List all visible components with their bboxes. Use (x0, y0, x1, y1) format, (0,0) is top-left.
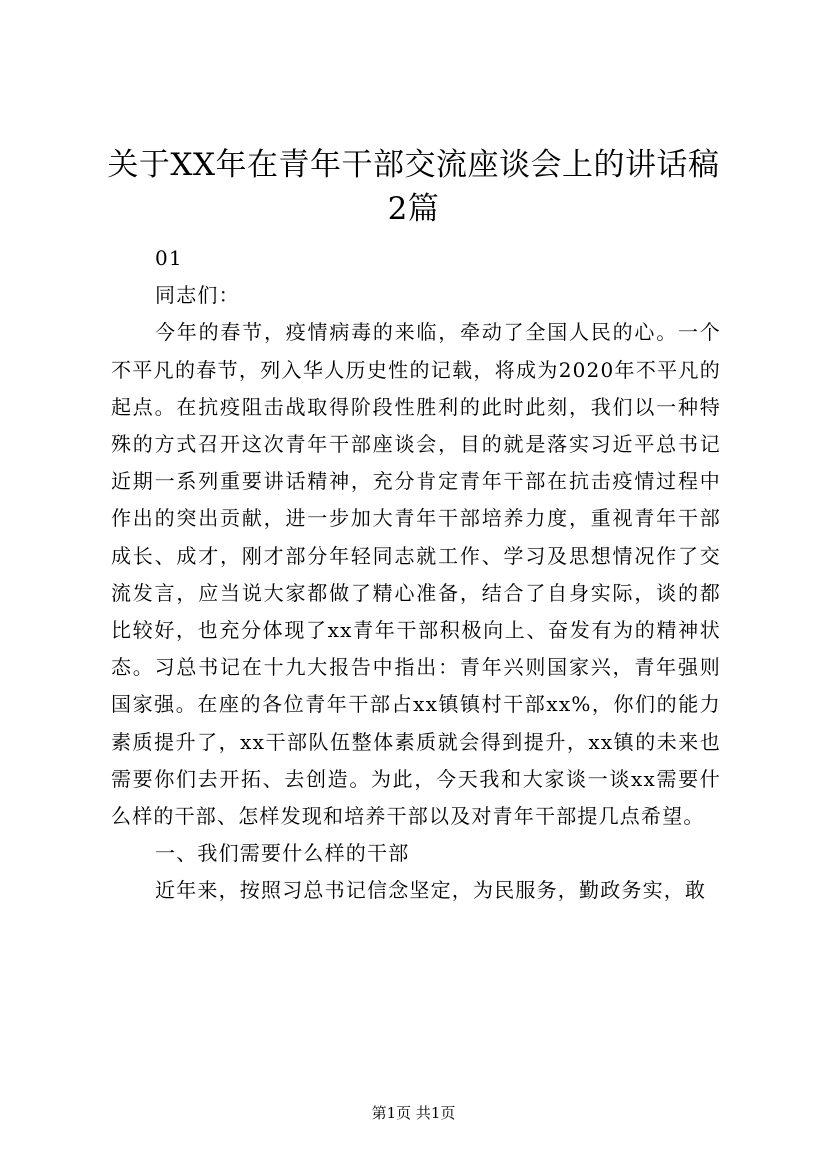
title-line-1: 关于XX年在青年干部交流座谈会上的讲话稿 (107, 147, 720, 183)
title-line-2: 2篇 (387, 191, 440, 227)
section-heading-1: 一、我们需要什么样的干部 (155, 841, 410, 866)
section-number: 01 (155, 246, 183, 270)
paragraph-2: 近年来，按照习总书记信念坚定，为民服务，勤政务实，敢 (155, 878, 707, 903)
document-body (111, 240, 721, 910)
page-footer: 第1页 共1页 (371, 1104, 456, 1122)
paragraph-1: 今年的春节，疫情病毒的来临，牵动了全国人民的心。一个不平凡的春节，列入华人历史性的记载，将成为2020年不平凡的起点。在抗疫阻击战取得阶段性胜利的此时此刻，我们以一种特殊的方式召开这次青年干部座谈会，目的就是落实习近平总书记近期一系列重要讲话精神，充分肯定青年干部在抗击疫情过程中作出的突出贡献，进一步加大青年干部培养力度，重视青年干部成长、成才，刚才部分年轻同志就工作、学习及思想情况作了交流发言，应当说大家都做了精心准备，结合了自身实际，谈的都比较好，也充分体现了xx青年干部积极向上、奋发有为的精神状态。习总书记在十九大报告中指出：青年兴则国家兴，青年强则国家强。在座的各位青年干部占xx镇镇村干部xx%，你们的能力素质提升了，xx干部队伍整体素质就会得到提升，xx镇的未来也需要你们去开拓、去创造。为此，今天我和大家谈一谈xx需要什么样的干部、怎样发现和培养干部以及对青年干部提几点希望。 (111, 320, 721, 829)
document-title (100, 143, 727, 231)
salutation: 同志们： (155, 283, 240, 308)
